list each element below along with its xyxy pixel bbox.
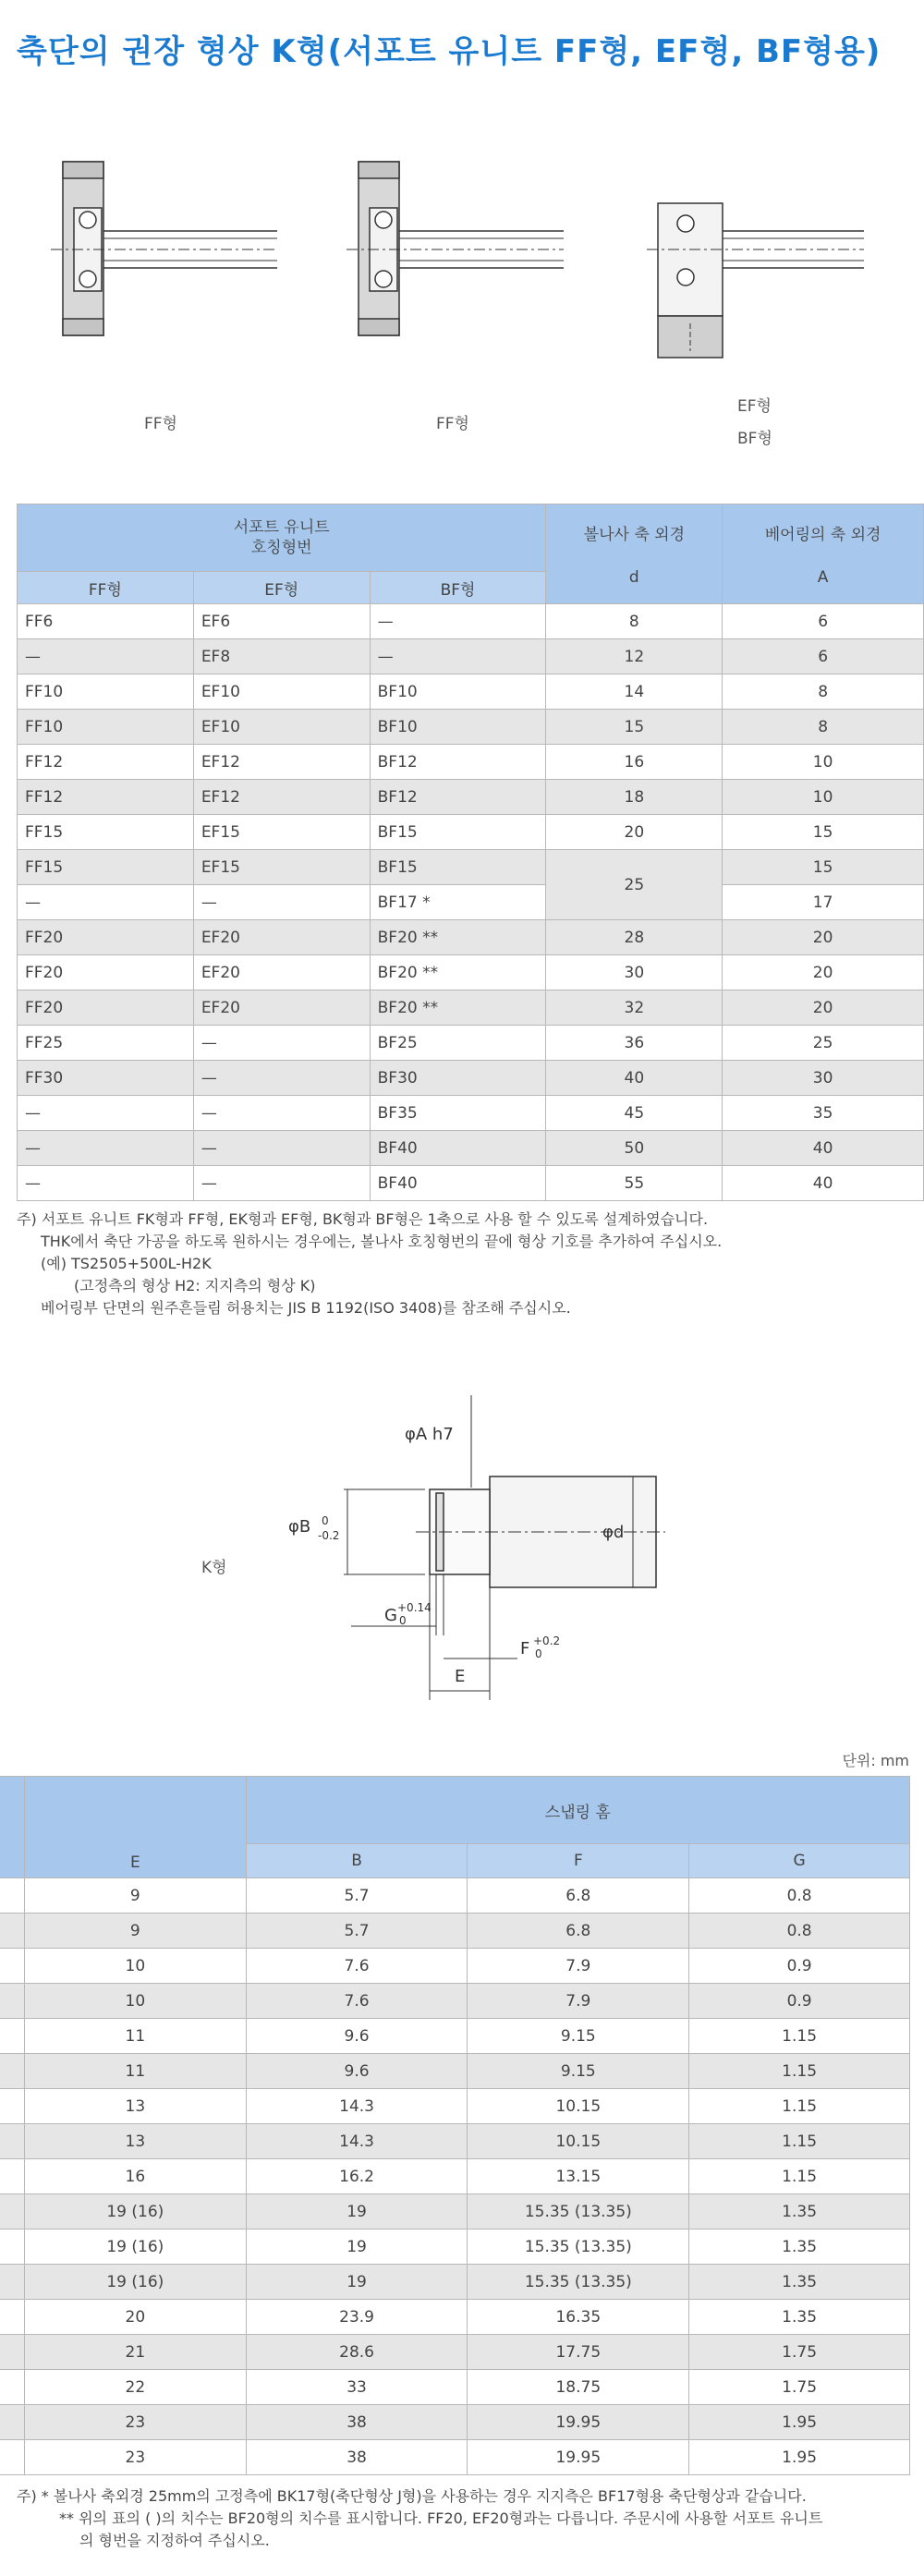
table-row: [0, 2089, 910, 2124]
cell-b: 5.7: [246, 1914, 468, 1949]
cell-g: 1.15: [689, 2124, 910, 2159]
cell-d: 55: [546, 1166, 723, 1201]
cell-blank: [0, 2019, 24, 2054]
dim-b-tol-upper: 0: [322, 1514, 329, 1527]
note-7: ** 위의 표의 ( )의 치수는 BF20형의 치수를 표시합니다. FF20, EF20형과는 다릅니다. 주문시에 사용할 서포트 유니트: [59, 2509, 823, 2527]
cell-d: 20: [546, 815, 723, 850]
cell-a: 40: [723, 1166, 924, 1201]
cell-a: 6: [723, 639, 924, 674]
cell-ff: FF10: [18, 710, 194, 745]
cell-bf: —: [370, 639, 546, 674]
cell-g: 1.95: [689, 2405, 910, 2440]
cell-e: 11: [24, 2019, 246, 2054]
cell-g: 1.75: [689, 2335, 910, 2370]
cell-d: 28: [546, 920, 723, 955]
cell-d: 32: [546, 990, 723, 1026]
cell-e: 23: [24, 2405, 246, 2440]
cell-ef: —: [193, 1026, 370, 1061]
header-f: F: [468, 1844, 689, 1878]
dim-g-tol-upper: +0.14: [397, 1601, 432, 1614]
note-2: THK에서 축단 가공을 하도록 원하시는 경우에는, 볼나사 호칭형번의 끝에 형상 기호를 추가하여 주십시오.: [41, 1233, 723, 1250]
dim-g-tol-lower: 0: [399, 1614, 407, 1627]
cell-bf: BF20 **: [370, 990, 546, 1026]
cell-b: 19: [246, 2265, 468, 2300]
cell-bf: BF10: [370, 674, 546, 710]
note-5: 베어링부 단면의 원주흔들림 허용치는 JIS B 1192(ISO 3408)를 참조해 주십시오.: [41, 1299, 571, 1317]
table-row: [0, 2159, 910, 2194]
table-row: [0, 2019, 910, 2054]
cell-d: 14: [546, 674, 723, 710]
cell-ff: FF20: [18, 955, 194, 990]
dim-f-tol-lower: 0: [535, 1647, 542, 1660]
cell-f: 18.75: [468, 2370, 689, 2405]
cell-blank: [0, 2405, 24, 2440]
cell-ef: —: [193, 885, 370, 920]
cell-blank: [0, 2335, 24, 2370]
cell-blank: [0, 2159, 24, 2194]
cell-f: 16.35: [468, 2300, 689, 2335]
cell-a: 25: [723, 1026, 924, 1061]
header-ef: EF형: [193, 572, 370, 604]
table-row: [0, 1949, 910, 1984]
table-row: [0, 2194, 910, 2230]
table-row: [18, 885, 924, 920]
table-row: [0, 2370, 910, 2405]
cell-f: 10.15: [468, 2124, 689, 2159]
cell-bf: BF35: [370, 1096, 546, 1131]
cell-ff: FF6: [18, 604, 194, 639]
cell-blank: [0, 2440, 24, 2475]
header-screw-diameter: 볼나사 축 외경 d: [546, 504, 723, 604]
cell-ef: EF12: [193, 745, 370, 780]
cell-ff: FF15: [18, 815, 194, 850]
cell-d: 36: [546, 1026, 723, 1061]
dim-g-label: G: [384, 1606, 397, 1625]
cell-d: 16: [546, 745, 723, 780]
cell-e: 16: [24, 2159, 246, 2194]
cell-bf: BF30: [370, 1061, 546, 1096]
cell-ff: FF12: [18, 780, 194, 815]
cell-bf: BF20 **: [370, 920, 546, 955]
cell-a: 20: [723, 920, 924, 955]
table-row: [18, 604, 924, 639]
header-bearing-diameter: 베어링의 축 외경 A: [723, 504, 924, 604]
cell-bf: BF15: [370, 850, 546, 885]
cell-bf: BF12: [370, 745, 546, 780]
cell-ff: FF15: [18, 850, 194, 885]
cell-bf: BF15: [370, 815, 546, 850]
cell-e: 9: [24, 1878, 246, 1914]
cell-bf: BF40: [370, 1166, 546, 1201]
cell-ef: —: [193, 1166, 370, 1201]
cell-a: 40: [723, 1131, 924, 1166]
cell-bf: —: [370, 604, 546, 639]
table-row: [0, 2335, 910, 2370]
figure-label-bf: BF형: [737, 430, 772, 448]
cell-ef: —: [193, 1061, 370, 1096]
table-row: [18, 710, 924, 745]
header-snap-ring-groove: 스냅링 홈: [246, 1777, 909, 1844]
cell-blank: [0, 2230, 24, 2265]
cell-a: 35: [723, 1096, 924, 1131]
cell-bf: BF17 *: [370, 885, 546, 920]
ff-unit-drawing-2: [346, 162, 564, 335]
table-row: [18, 1026, 924, 1061]
cell-f: 6.8: [468, 1914, 689, 1949]
cell-f: 6.8: [468, 1878, 689, 1914]
cell-f: 10.15: [468, 2089, 689, 2124]
cell-bf: BF10: [370, 710, 546, 745]
cell-d: 15: [546, 710, 723, 745]
table-row: [0, 2440, 910, 2475]
cell-blank: [0, 2265, 24, 2300]
cell-f: 9.15: [468, 2054, 689, 2089]
dim-b-label: φB: [288, 1517, 311, 1537]
header-b: B: [246, 1844, 468, 1878]
cell-bf: BF20 **: [370, 955, 546, 990]
ef-bf-unit-drawing: [647, 203, 864, 358]
cell-blank: [0, 1949, 24, 1984]
table-row: [18, 920, 924, 955]
cell-b: 7.6: [246, 1984, 468, 2019]
cell-f: 15.35 (13.35): [468, 2230, 689, 2265]
table-row: [0, 1878, 910, 1914]
cell-ef: EF10: [193, 674, 370, 710]
cell-b: 19: [246, 2230, 468, 2265]
cell-d: 8: [546, 604, 723, 639]
note-3: (예) TS2505+500L-H2K: [41, 1255, 212, 1272]
header-bf: BF형: [370, 572, 546, 604]
table-row: [18, 780, 924, 815]
cell-e: 22: [24, 2370, 246, 2405]
figure-label-ff-1: FF형: [144, 415, 177, 433]
cell-f: 19.95: [468, 2440, 689, 2475]
cell-ef: EF20: [193, 990, 370, 1026]
table-row: [18, 745, 924, 780]
cell-b: 14.3: [246, 2124, 468, 2159]
cell-a: 15: [723, 850, 924, 885]
table-row: [0, 1914, 910, 1949]
note-8: 의 형번을 지정하여 주십시오.: [79, 2532, 270, 2549]
cell-a: 30: [723, 1061, 924, 1096]
cell-ff: —: [18, 639, 194, 674]
cell-blank: [0, 1878, 24, 1914]
cell-b: 28.6: [246, 2335, 468, 2370]
cell-f: 7.9: [468, 1984, 689, 2019]
cell-b: 16.2: [246, 2159, 468, 2194]
cell-g: 1.35: [689, 2194, 910, 2230]
cell-f: 17.75: [468, 2335, 689, 2370]
cell-e: 13: [24, 2124, 246, 2159]
dim-f-tol-upper: +0.2: [533, 1634, 561, 1647]
cell-blank: [0, 2194, 24, 2230]
support-unit-drawings: [0, 139, 924, 388]
cell-blank: [0, 2124, 24, 2159]
cell-ff: FF30: [18, 1061, 194, 1096]
cell-e: 13: [24, 2089, 246, 2124]
table-row: [0, 1984, 910, 2019]
cell-ff: FF20: [18, 990, 194, 1026]
cell-b: 38: [246, 2440, 468, 2475]
dim-b-tol-lower: -0.2: [318, 1529, 340, 1542]
table-row: [18, 1166, 924, 1201]
cell-ef: EF10: [193, 710, 370, 745]
cell-a: 6: [723, 604, 924, 639]
cell-d: 40: [546, 1061, 723, 1096]
snap-ring-groove-table: [0, 1776, 910, 2475]
cell-d: 12: [546, 639, 723, 674]
cell-f: 13.15: [468, 2159, 689, 2194]
cell-ef: EF8: [193, 639, 370, 674]
cell-ef: EF20: [193, 955, 370, 990]
cell-e: 11: [24, 2054, 246, 2089]
figure-label-k: K형: [201, 1559, 227, 1577]
cell-g: 1.35: [689, 2230, 910, 2265]
cell-e: 9: [24, 1914, 246, 1949]
cell-g: 1.15: [689, 2089, 910, 2124]
cell-e: 10: [24, 1984, 246, 2019]
note-4: (고정측의 형상 H2: 지지측의 형상 K): [74, 1277, 316, 1294]
cell-a: 20: [723, 955, 924, 990]
cell-a: 20: [723, 990, 924, 1026]
figure-label-ef: EF형: [737, 397, 772, 416]
cell-bf: BF12: [370, 780, 546, 815]
cell-d: 25: [546, 850, 723, 920]
header-blank: [0, 1777, 24, 1878]
dim-f-label: F: [520, 1639, 530, 1659]
cell-d: 45: [546, 1096, 723, 1131]
table-row: [18, 1061, 924, 1096]
cell-f: 15.35 (13.35): [468, 2265, 689, 2300]
table-row: [18, 815, 924, 850]
cell-g: 0.9: [689, 1949, 910, 1984]
cell-ef: —: [193, 1096, 370, 1131]
cell-ef: EF15: [193, 850, 370, 885]
note-1: 주) 서포트 유니트 FK형과 FF형, EK형과 EF형, BK형과 BF형은 1축으로 사용 할 수 있도록 설계하였습니다.: [17, 1210, 709, 1228]
cell-g: 1.75: [689, 2370, 910, 2405]
cell-ff: —: [18, 1131, 194, 1166]
cell-ff: —: [18, 885, 194, 920]
cell-g: 0.8: [689, 1878, 910, 1914]
cell-g: 0.9: [689, 1984, 910, 2019]
unit-label: 단위: mm: [842, 1752, 909, 1769]
table-row: [18, 639, 924, 674]
cell-b: 9.6: [246, 2019, 468, 2054]
cell-b: 9.6: [246, 2054, 468, 2089]
cell-e: 19 (16): [24, 2230, 246, 2265]
cell-f: 19.95: [468, 2405, 689, 2440]
cell-ef: EF20: [193, 920, 370, 955]
cell-blank: [0, 2300, 24, 2335]
cell-ff: FF12: [18, 745, 194, 780]
table-row: [18, 1096, 924, 1131]
k-type-shaft-drawing: [185, 1377, 739, 1737]
ff-unit-drawing-1: [51, 162, 277, 335]
cell-f: 9.15: [468, 2019, 689, 2054]
cell-ff: —: [18, 1166, 194, 1201]
cell-e: 23: [24, 2440, 246, 2475]
table-row: [0, 2054, 910, 2089]
table-row: [0, 2124, 910, 2159]
cell-bf: BF25: [370, 1026, 546, 1061]
cell-d: 18: [546, 780, 723, 815]
cell-e: 19 (16): [24, 2265, 246, 2300]
cell-ff: FF25: [18, 1026, 194, 1061]
header-ff: FF형: [18, 572, 194, 604]
cell-e: 10: [24, 1949, 246, 1984]
cell-ff: —: [18, 1096, 194, 1131]
dim-a-label: φA h7: [405, 1425, 454, 1444]
cell-g: 1.35: [689, 2300, 910, 2335]
support-unit-table: [17, 504, 924, 1201]
cell-b: 5.7: [246, 1878, 468, 1914]
cell-ff: FF10: [18, 674, 194, 710]
table-row: [18, 990, 924, 1026]
cell-ef: —: [193, 1131, 370, 1166]
cell-g: 0.8: [689, 1914, 910, 1949]
cell-e: 21: [24, 2335, 246, 2370]
table-row: [0, 2300, 910, 2335]
header-nominal-model: 서포트 유니트 호칭형번: [18, 504, 546, 572]
cell-b: 14.3: [246, 2089, 468, 2124]
cell-d: 50: [546, 1131, 723, 1166]
cell-a: 10: [723, 745, 924, 780]
cell-b: 33: [246, 2370, 468, 2405]
cell-ef: EF12: [193, 780, 370, 815]
cell-g: 1.15: [689, 2159, 910, 2194]
cell-b: 38: [246, 2405, 468, 2440]
cell-a: 10: [723, 780, 924, 815]
cell-b: 23.9: [246, 2300, 468, 2335]
cell-blank: [0, 1914, 24, 1949]
header-e: E: [24, 1777, 246, 1878]
cell-g: 1.15: [689, 2019, 910, 2054]
cell-e: 20: [24, 2300, 246, 2335]
page-title: 축단의 권장 형상 K형(서포트 유니트 FF형, EF형, BF형용): [17, 33, 881, 70]
cell-a: 8: [723, 674, 924, 710]
cell-blank: [0, 2089, 24, 2124]
table-row: [0, 2405, 910, 2440]
cell-blank: [0, 2054, 24, 2089]
figure-label-ff-2: FF형: [436, 415, 469, 433]
cell-b: 19: [246, 2194, 468, 2230]
cell-a: 17: [723, 885, 924, 920]
note-6: 주) * 볼나사 축외경 25mm의 고정측에 BK17형(축단형상 J형)을 사용하는 경우 지지측은 BF17형용 축단형상과 같습니다.: [17, 2487, 807, 2505]
cell-e: 19 (16): [24, 2194, 246, 2230]
dim-d-label: φd: [602, 1523, 625, 1542]
table-row: [18, 1131, 924, 1166]
cell-blank: [0, 1984, 24, 2019]
table-row: [0, 2230, 910, 2265]
table-row: [18, 674, 924, 710]
cell-b: 7.6: [246, 1949, 468, 1984]
table-row: [0, 2265, 910, 2300]
cell-d: 30: [546, 955, 723, 990]
cell-blank: [0, 2370, 24, 2405]
table-row: [18, 955, 924, 990]
cell-bf: BF40: [370, 1131, 546, 1166]
dim-e-label: E: [455, 1667, 466, 1686]
cell-g: 1.95: [689, 2440, 910, 2475]
cell-g: 1.35: [689, 2265, 910, 2300]
cell-ef: EF6: [193, 604, 370, 639]
cell-a: 8: [723, 710, 924, 745]
cell-a: 15: [723, 815, 924, 850]
cell-f: 7.9: [468, 1949, 689, 1984]
header-g: G: [689, 1844, 910, 1878]
cell-g: 1.15: [689, 2054, 910, 2089]
table-row: [18, 850, 924, 885]
cell-f: 15.35 (13.35): [468, 2194, 689, 2230]
cell-ff: FF20: [18, 920, 194, 955]
cell-ef: EF15: [193, 815, 370, 850]
